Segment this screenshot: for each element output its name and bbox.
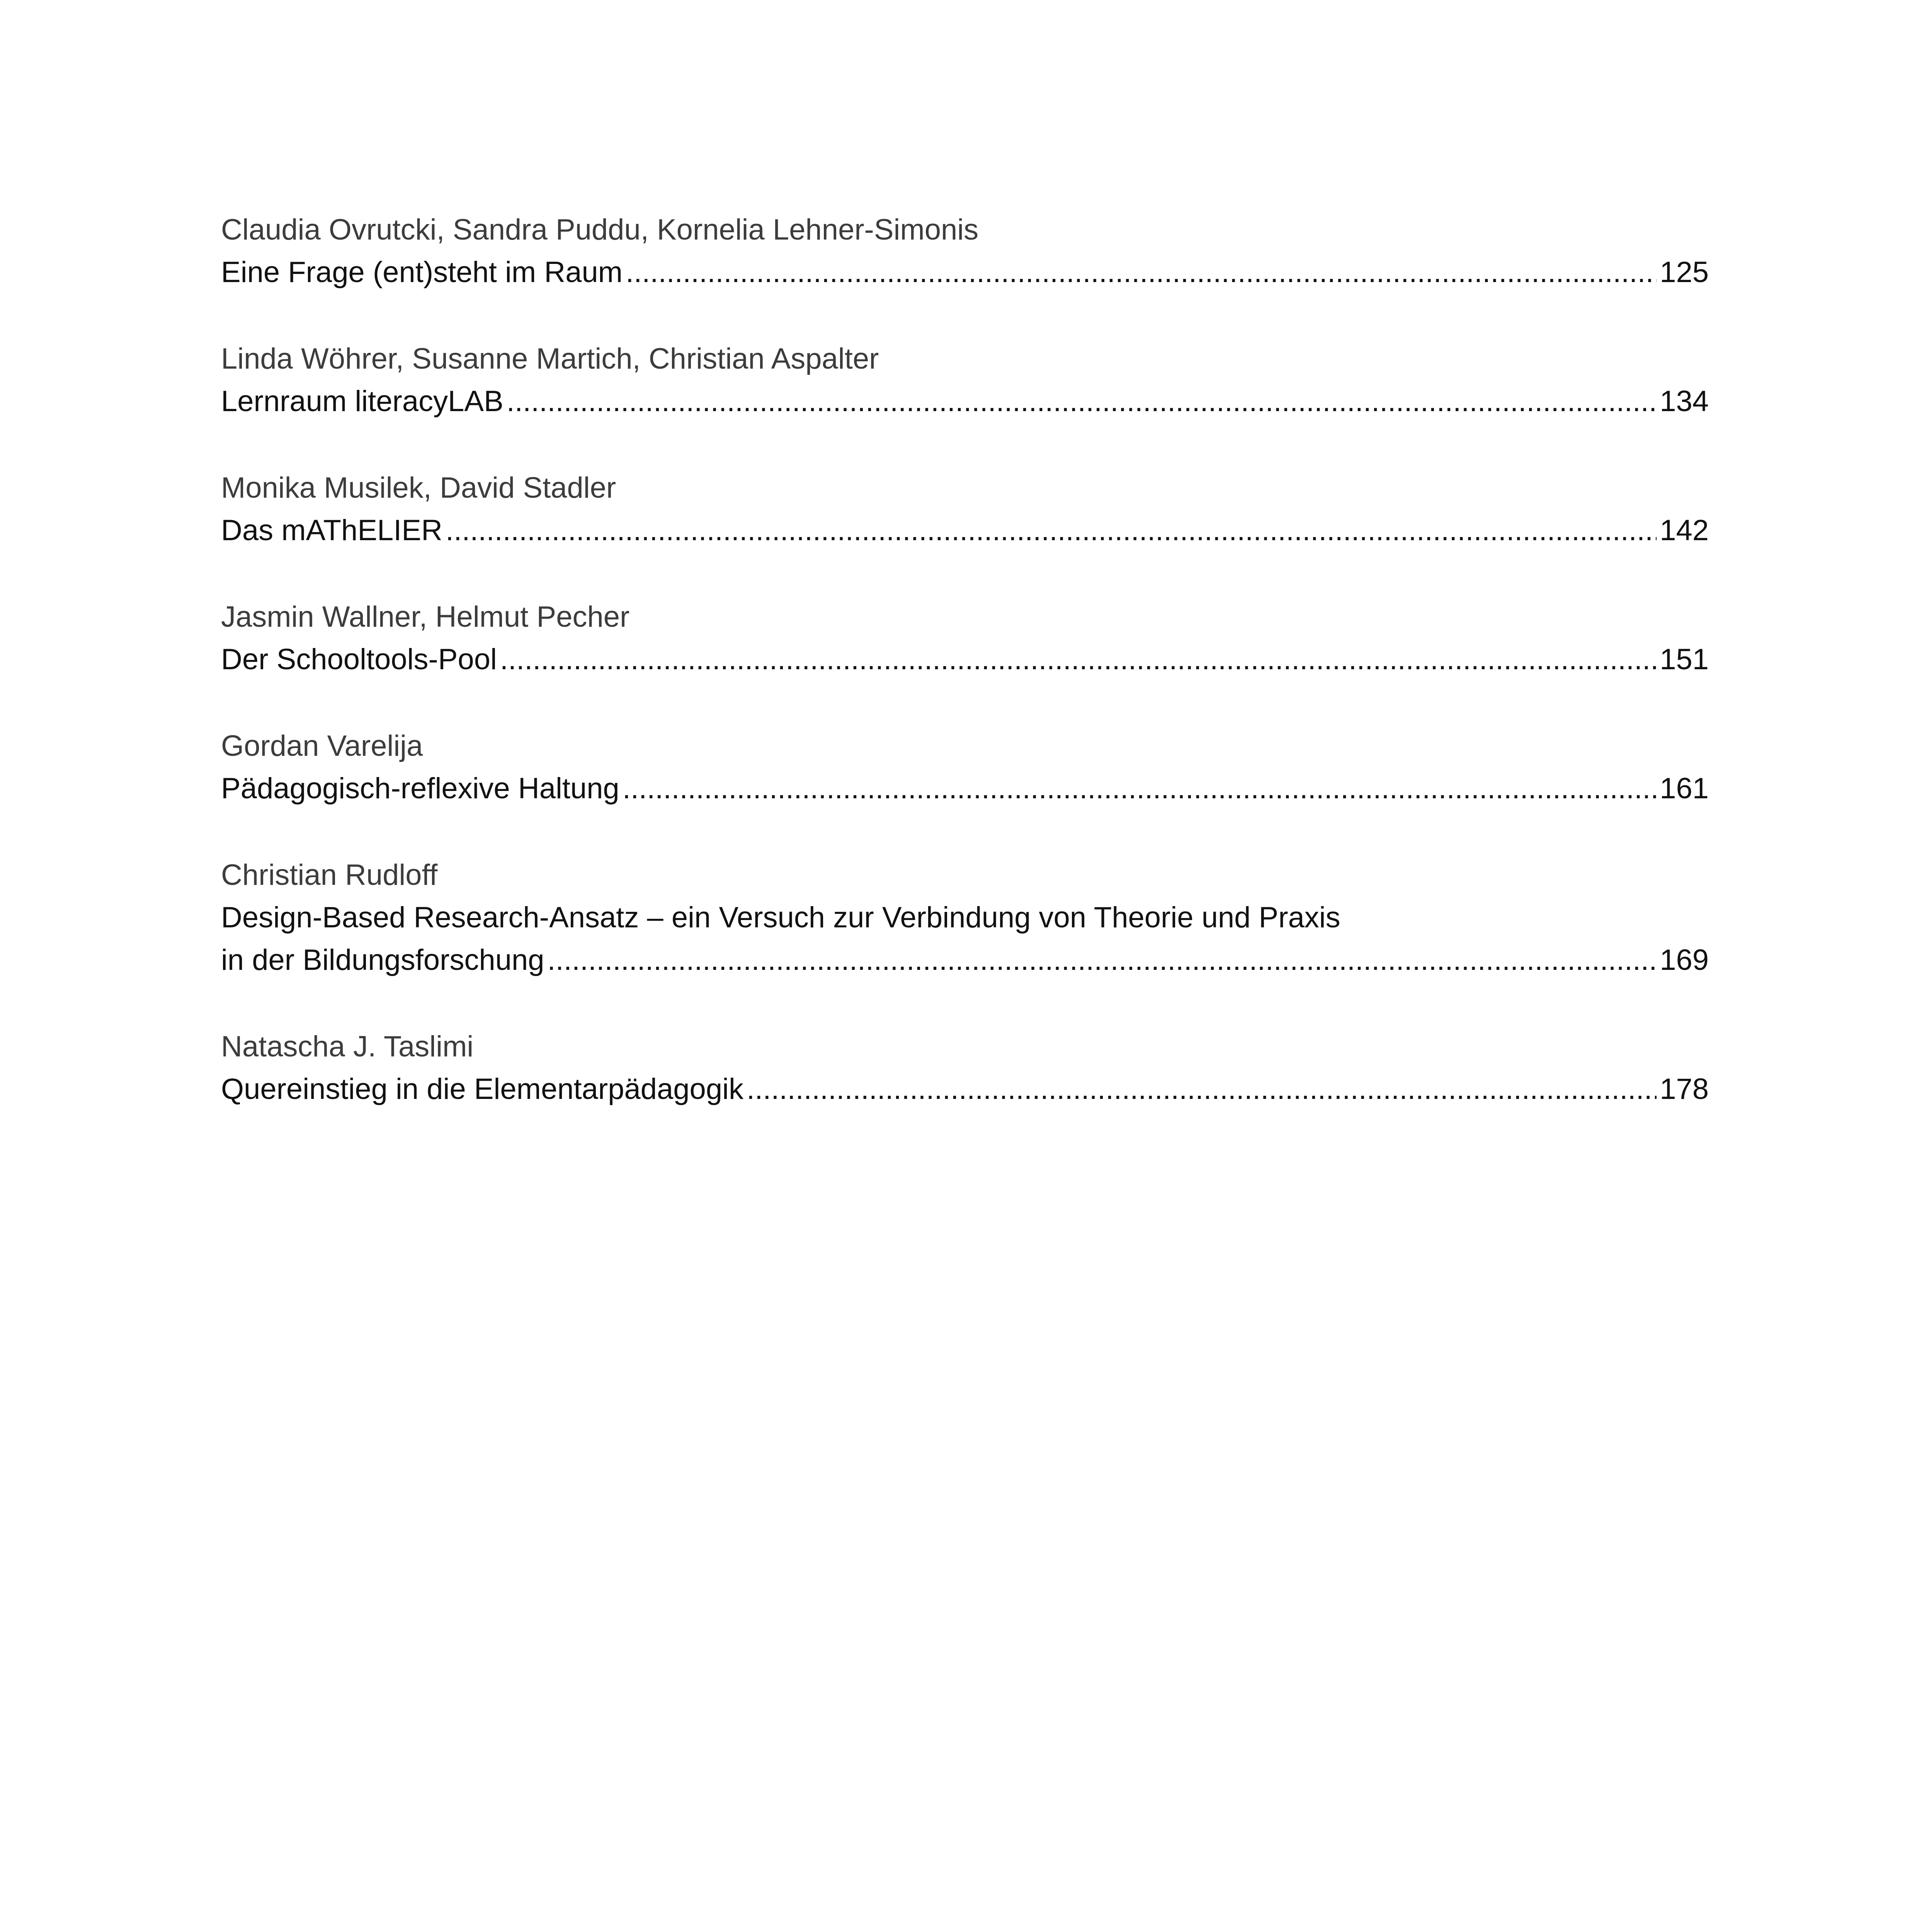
toc-entry-title-first-line[interactable]: Design-Based Research-Ansatz – ein Versuch zur Verbindung von Theorie und Praxis xyxy=(221,901,1340,934)
dot-leader xyxy=(626,251,1657,294)
toc-entry-title: Der Schooltools-Pool xyxy=(221,643,497,676)
toc-entry-title-row[interactable] xyxy=(221,251,1709,294)
dot-leader xyxy=(548,939,1657,981)
toc-entry-title: Das mAThELIER xyxy=(221,514,442,547)
dot-leader xyxy=(500,638,1657,681)
toc-entry xyxy=(221,1026,1709,1111)
toc-entry-title: Quereinstieg in die Elementarpädagogik xyxy=(221,1073,743,1105)
toc-entry-page-number: 125 xyxy=(1660,256,1709,289)
toc-entry-authors: Claudia Ovrutcki, Sandra Puddu, Kornelia Lehner-Simonis xyxy=(221,213,979,246)
toc-entry-title-row[interactable] xyxy=(221,1068,1709,1111)
toc-entry-page-number: 142 xyxy=(1660,514,1709,547)
toc-entry xyxy=(221,209,1709,294)
toc-entry-title-row[interactable] xyxy=(221,939,1709,981)
table-of-contents xyxy=(221,209,1709,1155)
toc-entry xyxy=(221,725,1709,810)
toc-entry-title-row[interactable] xyxy=(221,509,1709,552)
dot-leader xyxy=(747,1068,1657,1111)
toc-entry-authors: Linda Wöhrer, Susanne Martich, Christian Aspalter xyxy=(221,342,879,375)
toc-entry xyxy=(221,467,1709,552)
toc-entry-page-number: 161 xyxy=(1660,772,1709,805)
dot-leader xyxy=(623,767,1657,810)
toc-entry-page-number: 134 xyxy=(1660,385,1709,418)
toc-entry-authors: Monika Musilek, David Stadler xyxy=(221,471,616,504)
toc-entry-authors: Natascha J. Taslimi xyxy=(221,1030,474,1063)
toc-entry-title-row[interactable] xyxy=(221,638,1709,681)
dot-leader xyxy=(507,380,1657,423)
toc-entry-page-number: 178 xyxy=(1660,1073,1709,1105)
toc-entry-authors: Christian Rudloff xyxy=(221,859,438,891)
toc-entry-page-number: 169 xyxy=(1660,944,1709,976)
toc-entry-title: in der Bildungsforschung xyxy=(221,944,544,976)
toc-entry-title: Lernraum literacyLAB xyxy=(221,385,503,418)
toc-entry xyxy=(221,338,1709,423)
dot-leader xyxy=(446,509,1657,552)
toc-entry xyxy=(221,596,1709,681)
toc-entry-authors: Gordan Varelija xyxy=(221,730,423,762)
toc-entry-page-number: 151 xyxy=(1660,643,1709,676)
toc-entry xyxy=(221,854,1709,981)
toc-entry-title-row[interactable] xyxy=(221,767,1709,810)
toc-entry-title-row[interactable] xyxy=(221,380,1709,423)
toc-entry-authors: Jasmin Wallner, Helmut Pecher xyxy=(221,600,630,633)
toc-entry-title: Pädagogisch-reflexive Haltung xyxy=(221,772,619,805)
toc-entry-title: Eine Frage (ent)steht im Raum xyxy=(221,256,623,289)
